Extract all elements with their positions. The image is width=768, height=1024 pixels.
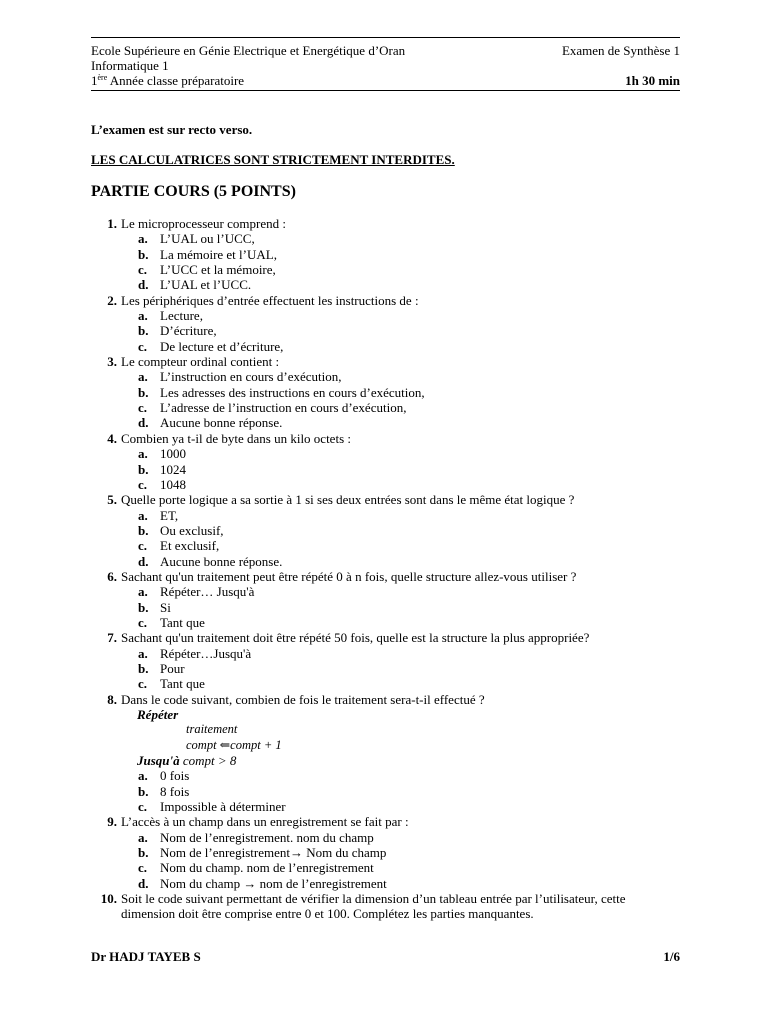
- option-text: Tant que: [160, 676, 205, 692]
- option-letter: b.: [138, 783, 149, 799]
- option-text: 8 fois: [160, 783, 190, 799]
- answer-option: [0, 323, 768, 338]
- code-line-body2: [0, 738, 768, 753]
- question-6: [0, 569, 768, 584]
- option-text: Répéter…Jusqu'à: [160, 645, 252, 661]
- option-text: Si: [160, 599, 171, 615]
- question-number: 9.: [107, 814, 117, 830]
- answer-option: [0, 477, 768, 492]
- question-number: 1.: [107, 216, 117, 231]
- answer-option: [0, 799, 768, 814]
- option-text: La mémoire et l’UAL,: [160, 246, 277, 262]
- option-letter: b.: [138, 461, 149, 477]
- question-10: [0, 891, 768, 922]
- answer-option: [0, 768, 768, 783]
- option-text: 1024: [160, 461, 186, 477]
- question-5: [0, 492, 768, 507]
- question-number: 7.: [107, 630, 117, 646]
- question-list: [0, 216, 768, 922]
- header-line-3: [91, 73, 680, 88]
- option-text: Aucune bonne réponse.: [160, 415, 283, 431]
- answer-option: [0, 615, 768, 630]
- option-text: L’adresse de l’instruction en cours d’exécution,: [160, 400, 407, 416]
- question-4: [0, 431, 768, 446]
- option-letter: a.: [138, 829, 148, 845]
- answer-option: [0, 247, 768, 262]
- question-9: [0, 814, 768, 829]
- question-number: 3.: [107, 354, 117, 370]
- code-line-repeat: [0, 707, 768, 722]
- question-text: Le microprocesseur comprend :: [121, 216, 286, 231]
- page-footer: [91, 949, 680, 965]
- school-name: Ecole Supérieure en Génie Electrique et Energétique d’Oran: [91, 43, 406, 58]
- footer-author: Dr HADJ TAYEB S: [91, 949, 201, 964]
- code-until-keyword: Jusqu'à: [137, 753, 180, 769]
- course-name: Informatique 1: [91, 58, 169, 73]
- option-letter: d.: [138, 415, 149, 431]
- answer-option: [0, 508, 768, 523]
- answer-option: [0, 860, 768, 875]
- option-text: D’écriture,: [160, 323, 217, 339]
- question-text: Soit le code suivant permettant de vérifier la dimension d’un tableau entrée par l’utilisateur, cette dimension doit être comprise entre 0 et 100. Complétez les parties manquantes.: [121, 891, 626, 922]
- question-text: Sachant qu'un traitement peut être répété 0 à n fois, quelle structure allez-vous utiliser ?: [121, 568, 577, 584]
- answer-option: [0, 661, 768, 676]
- option-letter: b.: [138, 845, 149, 861]
- exam-duration: 1h 30 min: [625, 73, 680, 88]
- option-letter: d.: [138, 875, 149, 891]
- option-letter: a.: [138, 645, 148, 661]
- option-letter: b.: [138, 384, 149, 400]
- answer-option: [0, 600, 768, 615]
- option-text: Les adresses des instructions en cours d’exécution,: [160, 384, 425, 400]
- answer-option: [0, 584, 768, 599]
- answer-option: [0, 845, 768, 860]
- question-text: Le compteur ordinal contient :: [121, 354, 280, 370]
- question-text: L’accès à un champ dans un enregistrement se fait par :: [121, 814, 409, 830]
- answer-option: [0, 415, 768, 430]
- section-title: PARTIE COURS (5 POINTS): [91, 183, 296, 200]
- header-line-2: [91, 58, 680, 73]
- question-number: 5.: [107, 492, 117, 508]
- option-letter: b.: [138, 522, 149, 538]
- option-letter: a.: [138, 231, 148, 247]
- answer-option: [0, 876, 768, 891]
- option-letter: d.: [138, 277, 149, 293]
- option-text: L’instruction en cours d’exécution,: [160, 369, 342, 385]
- code-repeat-keyword: Répéter: [137, 707, 179, 722]
- answer-option: [0, 385, 768, 400]
- option-letter: b.: [138, 246, 149, 262]
- question-number: 6.: [107, 568, 117, 584]
- recto-verso-note: L’examen est sur recto verso.: [91, 122, 253, 137]
- header-top-rule: [91, 37, 680, 38]
- option-letter: c.: [138, 538, 148, 554]
- question-1: [0, 216, 768, 231]
- answer-option: [0, 538, 768, 553]
- code-body-traitement: traitement: [186, 722, 238, 737]
- option-text: ET,: [160, 507, 179, 523]
- option-letter: a.: [138, 768, 148, 784]
- option-text: L’UCC et la mémoire,: [160, 262, 276, 278]
- question-text: Les périphériques d’entrée effectuent les instructions de :: [121, 292, 419, 308]
- option-text: 1048: [160, 476, 186, 492]
- question-2: [0, 293, 768, 308]
- option-letter: a.: [138, 584, 148, 600]
- question-text: Combien ya t-il de byte dans un kilo octets :: [121, 430, 351, 446]
- option-letter: a.: [138, 369, 148, 385]
- question-number: 4.: [107, 430, 117, 446]
- year-label: Année classe préparatoire: [107, 73, 245, 88]
- option-letter: c.: [138, 476, 148, 492]
- option-letter: c.: [138, 676, 148, 692]
- code-until-condition: compt > 8: [179, 753, 237, 769]
- question-text: Sachant qu'un traitement doit être répété 50 fois, quelle est la structure la plus appropriée?: [121, 630, 590, 646]
- code-body-increment: compt ⇐compt + 1: [186, 737, 282, 752]
- answer-option: [0, 523, 768, 538]
- option-letter: c.: [138, 400, 148, 416]
- answer-option: [0, 339, 768, 354]
- question-7: [0, 630, 768, 645]
- option-text: Lecture,: [160, 308, 203, 324]
- option-letter: a.: [138, 446, 148, 462]
- answer-option: [0, 830, 768, 845]
- code-line-body1: [0, 722, 768, 737]
- code-line-until: [0, 753, 768, 768]
- option-text: Répéter… Jusqu'à: [160, 584, 255, 600]
- answer-option: [0, 369, 768, 384]
- option-text: L’UAL ou l’UCC,: [160, 231, 255, 247]
- option-letter: c.: [138, 614, 148, 630]
- question-text: Quelle porte logique a sa sortie à 1 si ses deux entrées sont dans le même état logique ?: [121, 492, 575, 508]
- header-line-1: [91, 43, 680, 58]
- answer-option: [0, 554, 768, 569]
- option-letter: a.: [138, 507, 148, 523]
- answer-option: [0, 646, 768, 661]
- answer-option: [0, 231, 768, 246]
- answer-option: [0, 784, 768, 799]
- option-text: Tant que: [160, 614, 205, 630]
- answer-option: [0, 676, 768, 691]
- answer-option: [0, 308, 768, 323]
- option-text: Nom du champ → nom de l’enregistrement: [160, 875, 387, 891]
- option-text: Nom de l’enregistrement→ Nom du champ: [160, 845, 387, 861]
- answer-option: [0, 277, 768, 292]
- option-text: L’UAL et l’UCC.: [160, 277, 252, 293]
- code-until-line: [137, 753, 236, 768]
- option-text: 1000: [160, 446, 186, 462]
- question-number: 8.: [107, 691, 117, 707]
- option-text: Impossible à déterminer: [160, 799, 286, 815]
- option-text: Nom du champ. nom de l’enregistrement: [160, 860, 374, 876]
- answer-option: [0, 400, 768, 415]
- option-letter: d.: [138, 553, 149, 569]
- option-letter: c.: [138, 799, 148, 815]
- option-text: Pour: [160, 660, 185, 676]
- option-letter: b.: [138, 323, 149, 339]
- option-text: Nom de l’enregistrement. nom du champ: [160, 829, 374, 845]
- option-letter: c.: [138, 262, 148, 278]
- option-text: Ou exclusif,: [160, 522, 224, 538]
- question-number: 10.: [100, 891, 117, 907]
- option-letter: b.: [138, 599, 149, 615]
- option-letter: a.: [138, 308, 148, 324]
- option-letter: c.: [138, 338, 148, 354]
- option-letter: b.: [138, 660, 149, 676]
- option-text: Aucune bonne réponse.: [160, 553, 283, 569]
- question-8: [0, 692, 768, 707]
- option-letter: c.: [138, 860, 148, 876]
- answer-option: [0, 462, 768, 477]
- header-bottom-rule: [91, 90, 680, 91]
- question-number: 2.: [107, 292, 117, 308]
- answer-option: [0, 262, 768, 277]
- option-text: De lecture et d’écriture,: [160, 338, 284, 354]
- exam-title: Examen de Synthèse 1: [561, 43, 680, 58]
- option-text: 0 fois: [160, 768, 190, 784]
- year-superscript: ère: [97, 73, 108, 82]
- class-year: [91, 73, 244, 88]
- question-text: Dans le code suivant, combien de fois le traitement sera-t-il effectué ?: [121, 691, 485, 707]
- answer-option: [0, 446, 768, 461]
- year-number: 1: [91, 73, 98, 88]
- footer-page-number: 1/6: [663, 949, 680, 964]
- option-text: Et exclusif,: [160, 538, 220, 554]
- question-3: [0, 354, 768, 369]
- calculator-warning: LES CALCULATRICES SONT STRICTEMENT INTERDITES.: [91, 152, 455, 167]
